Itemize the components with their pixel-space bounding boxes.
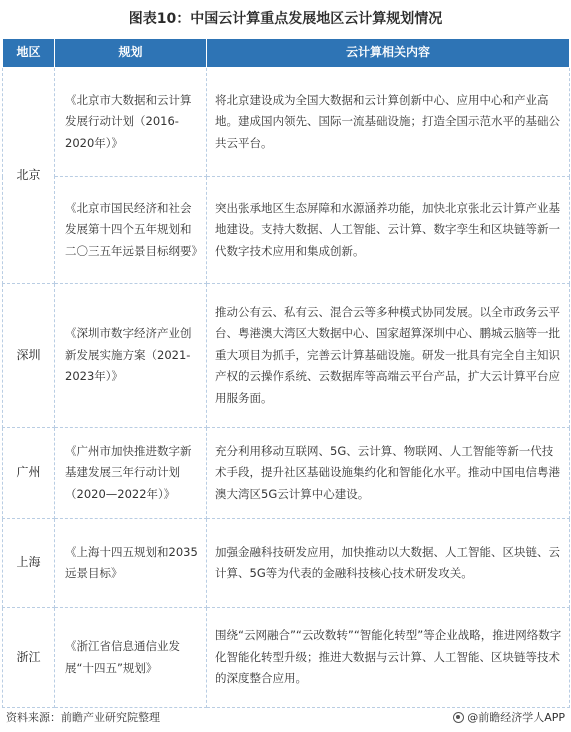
region-cell-beijing: 北京 bbox=[3, 68, 55, 284]
brand-logo-icon bbox=[453, 712, 464, 723]
table-row bbox=[3, 177, 570, 284]
content-cell: 突出张承地区生态屏障和水源涵养功能，加快北京张北云计算产业基地建设。支持大数据、人工智能、云计算、数字孪生和区块链等新一代数字技术应用和集成创新。 bbox=[207, 177, 570, 284]
brand-label: @前瞻经济学人APP bbox=[467, 711, 565, 724]
table-row bbox=[3, 68, 570, 177]
table-row bbox=[3, 608, 570, 708]
region-cell-guangzhou: 广州 bbox=[3, 428, 55, 519]
plan-cell: 《北京市国民经济和社会发展第十四个五年规划和二〇三五年远景目标纲要》 bbox=[55, 177, 207, 284]
header-region: 地区 bbox=[3, 39, 55, 68]
content-cell: 将北京建设成为全国大数据和云计算创新中心、应用中心和产业高地。建成国内领先、国际一流基础设施；打造全国示范水平的基础公共云平台。 bbox=[207, 68, 570, 177]
region-cell-shanghai: 上海 bbox=[3, 519, 55, 608]
content-cell: 围绕“云网融合”“云改数转”“智能化转型”等企业战略，推进网络数字化智能化转型升级；推进大数据与云计算、人工智能、区块链等技术的深度整合应用。 bbox=[207, 608, 570, 708]
plan-cell: 《广州市加快推进数字新基建发展三年行动计划（2020—2022年）》 bbox=[55, 428, 207, 519]
table-row bbox=[3, 428, 570, 519]
plan-cell: 《深圳市数字经济产业创新发展实施方案（2021-2023年）》 bbox=[55, 284, 207, 428]
page-title: 图表10：中国云计算重点发展地区云计算规划情况 bbox=[128, 11, 443, 27]
content-cell: 推动公有云、私有云、混合云等多种模式协同发展。以全市政务云平台、粤港澳大湾区大数据中心、国家超算深圳中心、鹏城云脑等一批重大项目为抓手，完善云计算基础设施。研发一批具有完全自主知识产权的云操作系统、云数据库等高端云平台产品，扩大云计算平台应用服务面。 bbox=[207, 284, 570, 428]
plan-cell: 《北京市大数据和云计算发展行动计划（2016-2020年）》 bbox=[55, 68, 207, 177]
content-cell: 加强金融科技研发应用，加快推动以大数据、人工智能、区块链、云计算、5G等为代表的金融科技核心技术研发攻关。 bbox=[207, 519, 570, 608]
table-row bbox=[3, 519, 570, 608]
table-row bbox=[3, 284, 570, 428]
region-cell-shenzhen: 深圳 bbox=[3, 284, 55, 428]
table-header-row bbox=[3, 39, 570, 68]
source-note: 资料来源：前瞻产业研究院整理 bbox=[6, 711, 160, 724]
brand-credit bbox=[453, 709, 565, 725]
header-plan: 规划 bbox=[55, 39, 207, 68]
plan-cell: 《上海十四五规划和2035远景目标》 bbox=[55, 519, 207, 608]
content-cell: 充分利用移动互联网、5G、云计算、物联网、人工智能等新一代技术手段，提升社区基础设施集约化和智能化水平。推动中国电信粤港澳大湾区5G云计算中心建设。 bbox=[207, 428, 570, 519]
region-cell-zhejiang: 浙江 bbox=[3, 608, 55, 708]
header-content: 云计算相关内容 bbox=[207, 39, 570, 68]
planning-table bbox=[2, 38, 570, 708]
plan-cell: 《浙江省信息通信业发展“十四五”规划》 bbox=[55, 608, 207, 708]
